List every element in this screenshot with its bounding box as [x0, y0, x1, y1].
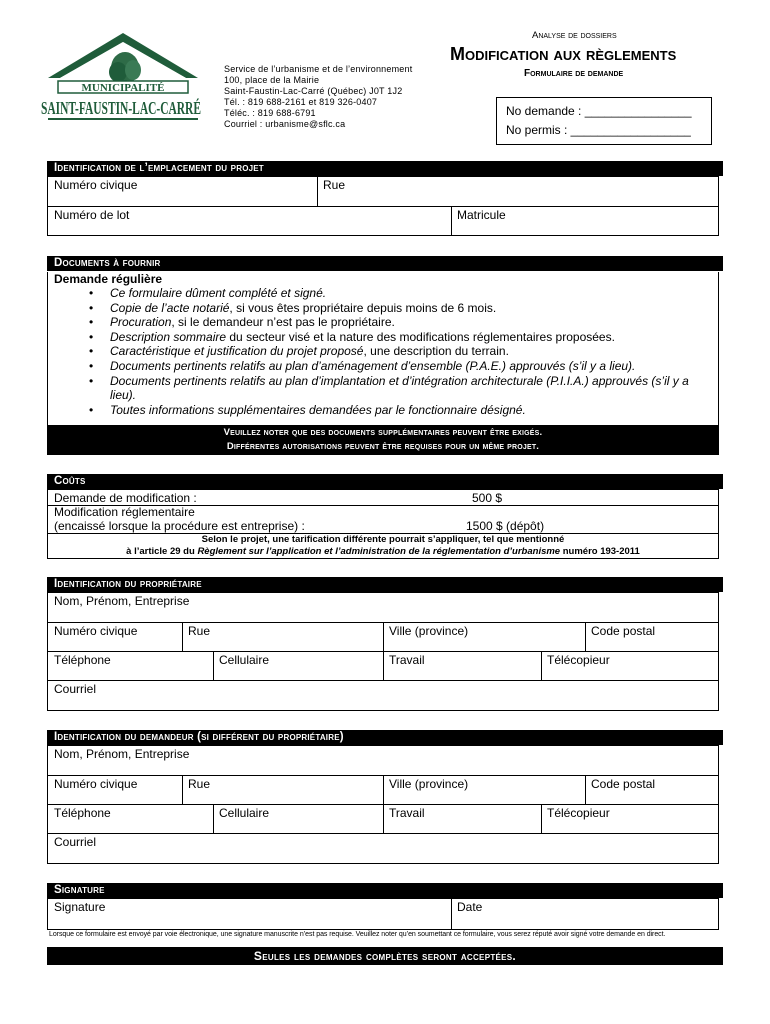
- logo-line1: MUNICIPALITÉ: [81, 82, 165, 94]
- cost-encaisse-label: (encaissé lorsque la procédure est entreprise) :: [54, 519, 305, 533]
- documents-list: [110, 286, 716, 417]
- list-item: • Documents pertinents relatifs au plan d’aménagement d’ensemble (P.A.E.) approuvés (s’il y a lieu).: [110, 359, 716, 374]
- numero-lot-field[interactable]: Numéro de lot: [54, 208, 130, 222]
- cost-demande-value: 500 $: [472, 491, 503, 505]
- demandeur-telecopieur-field[interactable]: Télécopieur: [547, 806, 610, 820]
- proprietaire-code-postal-field[interactable]: Code postal: [591, 624, 656, 638]
- demandeur-travail-field[interactable]: Travail: [389, 806, 425, 820]
- list-item: • Documents pertinents relatifs au plan d’implantation et d’intégration architecturale (P.I.I.A.) approuvés (s’il y a lieu).: [110, 374, 716, 403]
- demandeur-telephone-field[interactable]: Téléphone: [54, 806, 111, 820]
- section-demandeur-heading: Identification du demandeur (si différent du propriétaire): [47, 730, 723, 745]
- demandeur-numero-civique-field[interactable]: Numéro civique: [54, 777, 138, 791]
- municipality-logo: [38, 28, 208, 128]
- numero-civique-field[interactable]: Numéro civique: [54, 178, 138, 192]
- demandeur-code-postal-field[interactable]: Code postal: [591, 777, 656, 791]
- section-couts-heading: Coûts: [47, 474, 723, 489]
- section-signature-heading: Signature: [47, 883, 723, 898]
- costs-note: Selon le projet, une tarification différente pourrait s’appliquer, tel que mentionné à l’article 29 du Règlement sur l’application et l’administration de la réglementation d’urbanisme numéro 193-2011: [47, 533, 719, 559]
- emplacement-form: [47, 176, 719, 236]
- cost-demande-label: Demande de modification :: [54, 491, 197, 505]
- section-proprietaire-heading: Identification du propriétaire: [47, 577, 723, 592]
- no-permis-field[interactable]: No permis : __________________: [506, 123, 691, 137]
- demandeur-form: [47, 745, 719, 864]
- demandeur-rue-field[interactable]: Rue: [188, 777, 211, 791]
- proprietaire-travail-field[interactable]: Travail: [389, 653, 425, 667]
- proprietaire-courriel-field[interactable]: Courriel: [54, 682, 97, 696]
- demandeur-nom-field[interactable]: Nom, Prénom, Entreprise: [54, 747, 190, 761]
- proprietaire-ville-field[interactable]: Ville (province): [389, 624, 469, 638]
- file-number-box: [496, 97, 712, 145]
- signature-form: [47, 898, 719, 930]
- logo-line2: SAINT-FAUSTIN-LAC-CARRÉ: [41, 98, 201, 118]
- analyse-label: Analyse de dossiers: [532, 30, 617, 41]
- documents-note: Veuillez noter que des documents supplémentaires peuvent être exigés. Différentes autorisations peuvent être requises pour un même projet.: [47, 425, 719, 455]
- rue-field[interactable]: Rue: [323, 178, 346, 192]
- demandeur-courriel-field[interactable]: Courriel: [54, 835, 97, 849]
- no-demande-field[interactable]: No demande : ________________: [506, 104, 692, 118]
- demandeur-cellulaire-field[interactable]: Cellulaire: [219, 806, 270, 820]
- list-item: • Description sommaire du secteur visé et la nature des modifications réglementaires proposées.: [110, 330, 716, 345]
- documents-list-container: [47, 272, 719, 427]
- proprietaire-telephone-field[interactable]: Téléphone: [54, 653, 111, 667]
- list-item: • Caractéristique et justification du projet proposé, une description du terrain.: [110, 344, 716, 359]
- cost-encaisse-value: 1500 $ (dépôt): [466, 519, 545, 533]
- signature-field[interactable]: Signature: [54, 900, 106, 914]
- date-field[interactable]: Date: [457, 900, 483, 914]
- section-documents-heading: Documents à fournir: [47, 256, 723, 271]
- proprietaire-cellulaire-field[interactable]: Cellulaire: [219, 653, 270, 667]
- proprietaire-form: [47, 592, 719, 711]
- documents-subheading: Demande régulière: [54, 272, 163, 286]
- department-address: Service de l’urbanisme et de l’environnement 100, place de la Mairie Saint-Faustin-Lac-Carré (Québec) J0T 1J2 Tél. : 819 688-2161 et 819 326-0407 Téléc. : 819 688-6791 Courriel : urbanisme@sflc.ca: [224, 64, 413, 129]
- proprietaire-numero-civique-field[interactable]: Numéro civique: [54, 624, 138, 638]
- matricule-field[interactable]: Matricule: [457, 208, 506, 222]
- list-item: • Procuration, si le demandeur n’est pas le propriétaire.: [110, 315, 716, 330]
- section-emplacement-heading: Identification de l’emplacement du projet: [47, 161, 723, 176]
- final-notice: Seules les demandes complètes seront acceptées.: [47, 947, 723, 965]
- legal-note: Lorsque ce formulaire est envoyé par voie électronique, une signature manuscrite n’est pas requise. Veuillez noter qu’en soumettant ce formulaire, vous serez réputé avoir signé votre demande en direct.: [49, 931, 666, 938]
- proprietaire-telecopieur-field[interactable]: Télécopieur: [547, 653, 610, 667]
- list-item: • Copie de l’acte notarié, si vous êtes propriétaire depuis moins de 6 mois.: [110, 301, 716, 316]
- cost-modification-label: Modification réglementaire: [54, 505, 195, 519]
- proprietaire-nom-field[interactable]: Nom, Prénom, Entreprise: [54, 594, 190, 608]
- demandeur-ville-field[interactable]: Ville (province): [389, 777, 469, 791]
- list-item: • Ce formulaire dûment complété et signé.: [110, 286, 716, 301]
- page-title: Modification aux règlements: [450, 44, 677, 64]
- list-item: • Toutes informations supplémentaires demandées par le fonctionnaire désigné.: [110, 403, 716, 418]
- proprietaire-rue-field[interactable]: Rue: [188, 624, 211, 638]
- page-subtitle: Formulaire de demande: [524, 68, 624, 79]
